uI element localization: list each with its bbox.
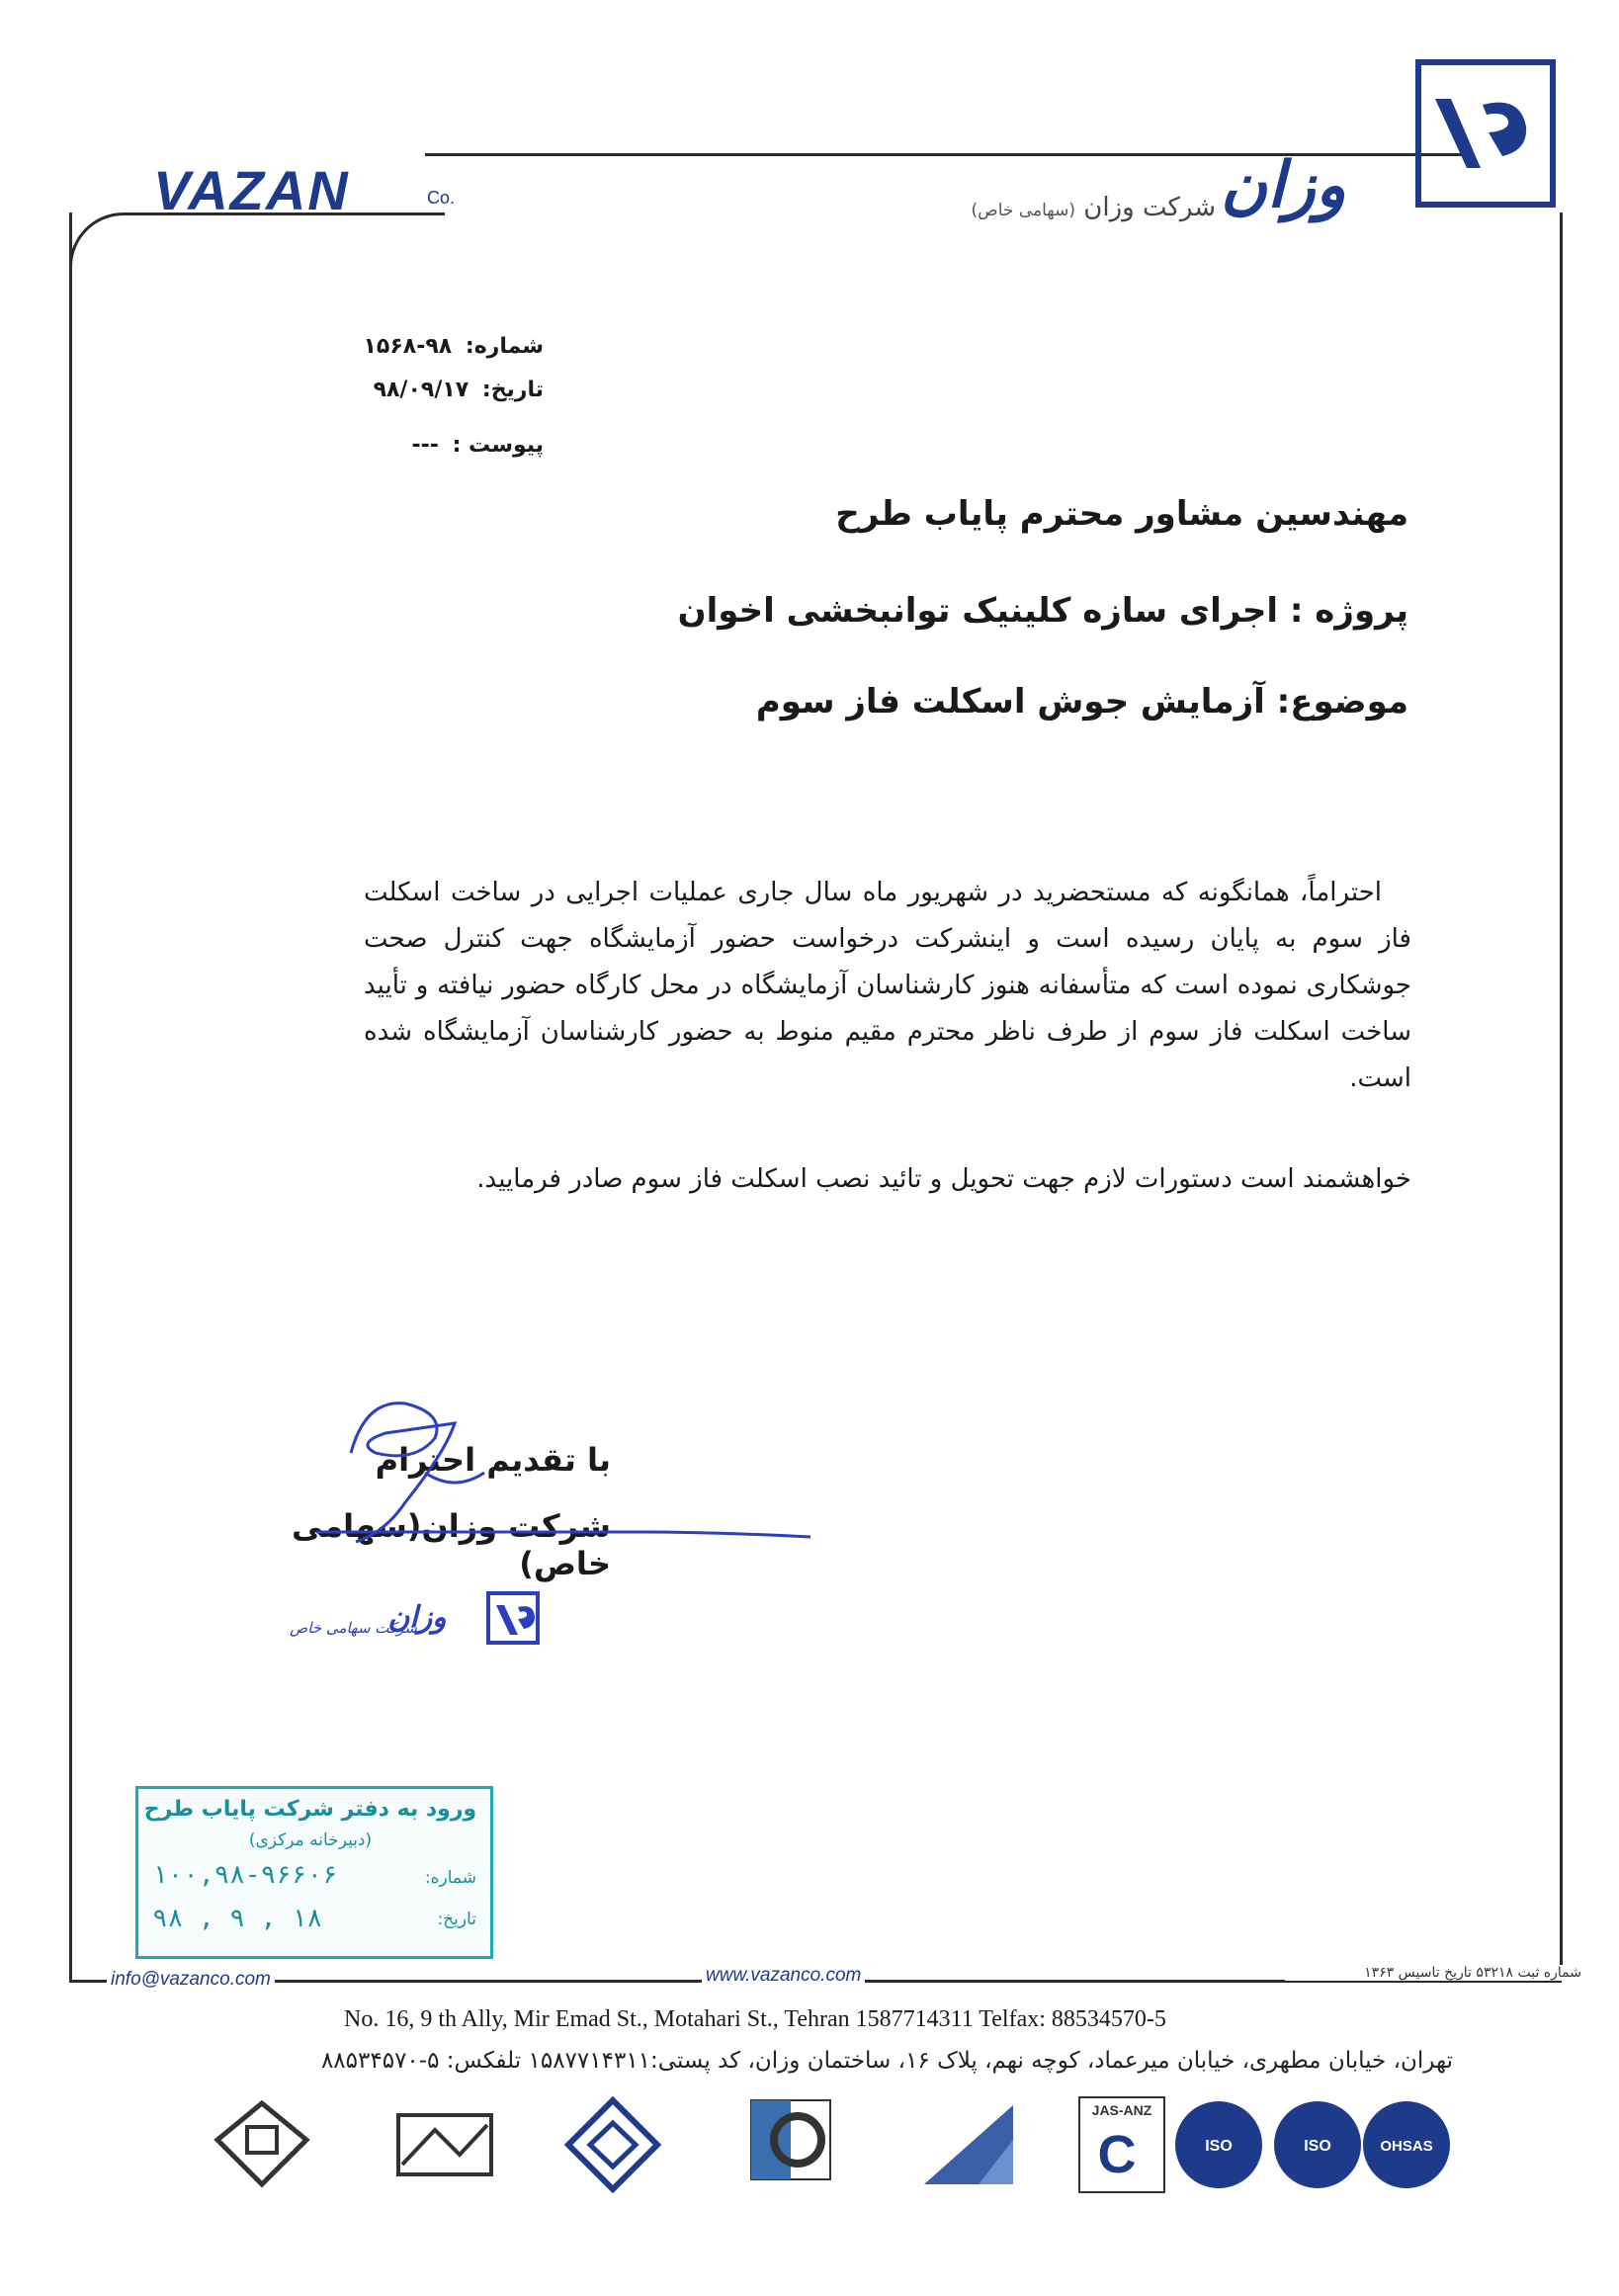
letter-attachment-label: پیوست : bbox=[452, 433, 544, 458]
body-paragraph-2: خواهشمند است دستورات لازم جهت تحویل و تائید نصب اسکلت فاز سوم صادر فرمایید. bbox=[476, 1164, 1411, 1194]
frame-corner bbox=[69, 213, 131, 275]
svg-text:ISO: ISO bbox=[1205, 2138, 1233, 2155]
frame-right-line bbox=[1560, 213, 1563, 1967]
iso-certification-logos-icon bbox=[1077, 2093, 1453, 2212]
letter-date-value: ۹۸/۰۹/۱۷ bbox=[373, 378, 469, 402]
svg-text:OHSAS: OHSAS bbox=[1380, 2138, 1433, 2155]
association-logo-1-icon bbox=[208, 2095, 316, 2214]
receipt-stamp-title: ورود به دفتر شرکت پایاب طرح bbox=[143, 1797, 477, 1822]
svg-text:JAS-ANZ: JAS-ANZ bbox=[1091, 2102, 1152, 2118]
signature-image bbox=[297, 1384, 840, 1562]
letter-number-label: شماره: bbox=[465, 334, 544, 359]
closing-company: شرکت وزان(سهامی خاص) bbox=[291, 1507, 611, 1582]
concrete-association-logo-icon bbox=[746, 2095, 855, 2214]
subject-line: موضوع: آزمایش جوش اسکلت فاز سوم bbox=[755, 682, 1408, 722]
footer-address-fa: تهران، خیابان مطهری، خیابان میرعماد، کوچه نهم، پلاک ۱۶، ساختمان وزان، کد پستی:۱۵۸۷۷۱۴۳۱۱ تلفکس: ۵-۸۸۵۳۴۵۷۰ bbox=[320, 2048, 1453, 2074]
receipt-number-label: شماره: bbox=[424, 1868, 476, 1888]
receipt-date-value: ۹۸ , ۹ , ۱۸ bbox=[152, 1904, 323, 1933]
svg-text:C: C bbox=[1097, 2125, 1137, 2184]
company-stamp bbox=[259, 1591, 546, 1647]
letter-attachment bbox=[336, 433, 544, 458]
body-paragraph-1: احتراماً، همانگونه که مستحضرید در شهریور ماه سال جاری عملیات اجرایی در ساخت اسکلت فاز سوم به پایان رسیده است و اینشرکت درخواست حضور آزمایشگاه جهت کنترل صحت جوشکاری نموده است که متأسفانه هنوز کارشناسان آزمایشگاه در محل کارگاه حضور نیافته و تأیید ساخت اسکلت فاز سوم از طرف ناظر محترم مقیم منوط به حضور کارشناسان آزمایشگاه شده است. bbox=[364, 878, 1411, 1093]
letter-attachment-value: --- bbox=[411, 433, 439, 458]
association-logo-2-icon bbox=[390, 2095, 499, 2214]
footer-address-en: No. 16, 9 th Ally, Mir Emad St., Motahari St., Tehran 1587714311 Telfax: 88534570-5 bbox=[344, 2006, 1166, 2032]
footer-registration: شماره ثبت ۵۳۲۱۸ تاریخ تاسیس ۱۳۶۳ bbox=[1285, 1965, 1581, 1981]
frame-left-line bbox=[69, 213, 72, 1982]
letter-date bbox=[336, 378, 544, 402]
brand-latin-logo: VAZAN bbox=[153, 159, 350, 221]
receipt-stamp-subtitle: (دبیرخانه مرکزی) bbox=[248, 1830, 373, 1850]
company-name bbox=[939, 193, 1216, 222]
letter-date-label: تاریخ: bbox=[481, 378, 544, 402]
project-line: پروژه : اجرای سازه کلینیک توانبخشی اخوان bbox=[677, 591, 1408, 631]
addressee: مهندسین مشاور محترم پایاب طرح bbox=[835, 494, 1408, 534]
svg-text:ISO: ISO bbox=[1304, 2138, 1331, 2155]
footer-website-link[interactable]: www.vazanco.com bbox=[702, 1965, 865, 1987]
company-name-text: شرکت وزان bbox=[1083, 193, 1216, 222]
svg-text:وزان: وزان bbox=[387, 1601, 447, 1634]
footer-email-link[interactable]: info@vazanco.com bbox=[107, 1969, 275, 1991]
letter-number bbox=[336, 334, 544, 359]
vazan-logo-icon bbox=[1415, 59, 1556, 208]
letter-number-value: ۹۸-۱۵۶۸ bbox=[363, 334, 453, 359]
brand-co-label: Co. bbox=[427, 188, 456, 208]
closing-regards: با تقدیم احترام bbox=[375, 1441, 611, 1479]
industry-association-logo-icon bbox=[919, 2095, 1028, 2214]
receipt-date-label: تاریخ: bbox=[437, 1910, 476, 1929]
company-type: (سهامی خاص) bbox=[971, 201, 1075, 220]
receipt-stamp bbox=[135, 1786, 493, 1959]
company-stamp-text: شرکت سهامی خاص bbox=[290, 1619, 417, 1637]
association-logo-3-icon bbox=[558, 2095, 667, 2214]
receipt-number-value: ۱۰۰,۹۸-۹۶۶۰۶ bbox=[152, 1860, 338, 1890]
brand-persian-logo: وزان bbox=[1221, 149, 1346, 220]
